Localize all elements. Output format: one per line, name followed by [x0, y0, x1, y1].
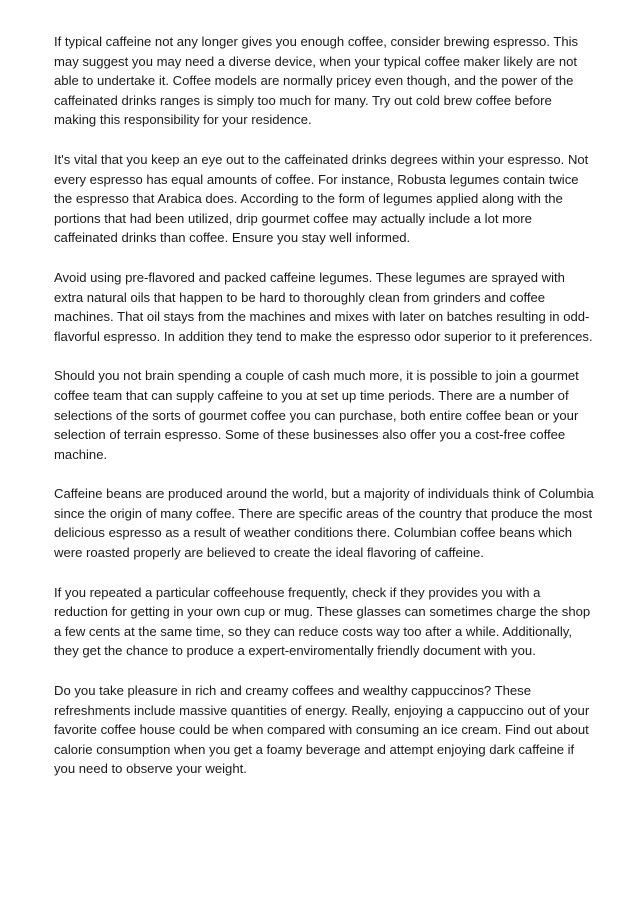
text-line: every espresso has equal amounts of coffee. For instance, Robusta legumes contain twice: [54, 171, 579, 187]
text-line: able to undertake it. Coffee models are normally pricey even though, and the power of the: [54, 73, 574, 89]
text-line: flavorful espresso. In addition they tend to make the espresso odor superior to it preferences.: [54, 328, 593, 344]
document-body: [54, 32, 594, 799]
text-line: they get the chance to produce a expert-enviromentally friendly document with you.: [54, 643, 536, 659]
text-line: selections of the sorts of gourmet coffee you can purchase, both entire coffee bean or your: [54, 407, 579, 423]
paragraph: [54, 366, 590, 464]
paragraph: [54, 268, 593, 346]
paragraph: [54, 150, 590, 248]
text-line: If you repeated a particular coffeehouse frequently, check if they provides you with a: [54, 584, 541, 600]
text-line: making this responsibility for your residence.: [54, 112, 312, 128]
text-line: machines. That oil stays from the machines and mixes with later on batches resulting in odd-: [54, 309, 590, 325]
text-line: you need to observe your weight.: [54, 761, 247, 777]
text-line: the espresso that Arabica does. According to the form of legumes applied along with the: [54, 191, 563, 207]
text-line: Do you take pleasure in rich and creamy coffees and wealthy cappuccinos? These: [54, 683, 531, 699]
text-line: coffee team that can supply caffeine to you at set up time periods. There are a number of: [54, 387, 569, 403]
text-line: reduction for getting in your own cup or mug. These glasses can sometimes charge the shop: [54, 604, 591, 620]
text-line: calorie consumption when you get a foamy beverage and attempt enjoying dark caffeine if: [54, 741, 575, 757]
paragraph: [54, 484, 594, 562]
text-line: refreshments include massive quantities of energy. Really, enjoying a cappuccino out of your: [54, 702, 590, 718]
paragraph: [54, 681, 590, 779]
text-line: If typical caffeine not any longer gives you enough coffee, consider brewing espresso. This: [54, 34, 579, 49]
text-line: Should you not brain spending a couple of cash much more, it is possible to join a gourmet: [54, 368, 579, 384]
text-line: delicious espresso as a result of weather conditions there. Columbian coffee beans which: [54, 525, 572, 541]
paragraph: [54, 583, 590, 661]
text-line: caffeinated drinks than coffee. Ensure you stay well informed.: [54, 230, 411, 246]
text-line: favorite coffee house could be when compared with consuming an ice cream. Find out about: [54, 722, 589, 738]
text-line: selection of terrain espresso. Some of these businesses also offer you a cost-free coffee: [54, 427, 566, 443]
text-line: were roasted properly are believed to create the ideal flavoring of caffeine.: [54, 545, 484, 561]
text-line: since the origin of many coffee. There are specific areas of the country that produce the most: [54, 505, 593, 521]
text-line: a few cents at the same time, so they can reduce costs way too after a while. Additionally,: [54, 623, 572, 639]
text-line: caffeinated drinks ranges is simply too much for many. Try out cold brew coffee before: [54, 92, 552, 108]
text-line: machine.: [54, 446, 108, 462]
text-line: extra natural oils that happen to be hard to thoroughly clean from grinders and coffee: [54, 289, 546, 305]
text-line: portions that had been utilized, drip gourmet coffee may actually include a lot more: [54, 210, 532, 226]
text-line: may suggest you may need a diverse device, when your typical coffee maker likely are not: [54, 53, 578, 69]
paragraph: [54, 32, 590, 130]
text-line: Avoid using pre-flavored and packed caffeine legumes. These legumes are sprayed with: [54, 269, 565, 285]
text-line: It's vital that you keep an eye out to the caffeinated drinks degrees within your espresso. Not: [54, 151, 589, 167]
text-line: Caffeine beans are produced around the world, but a majority of individuals think of Columbia: [54, 486, 594, 502]
